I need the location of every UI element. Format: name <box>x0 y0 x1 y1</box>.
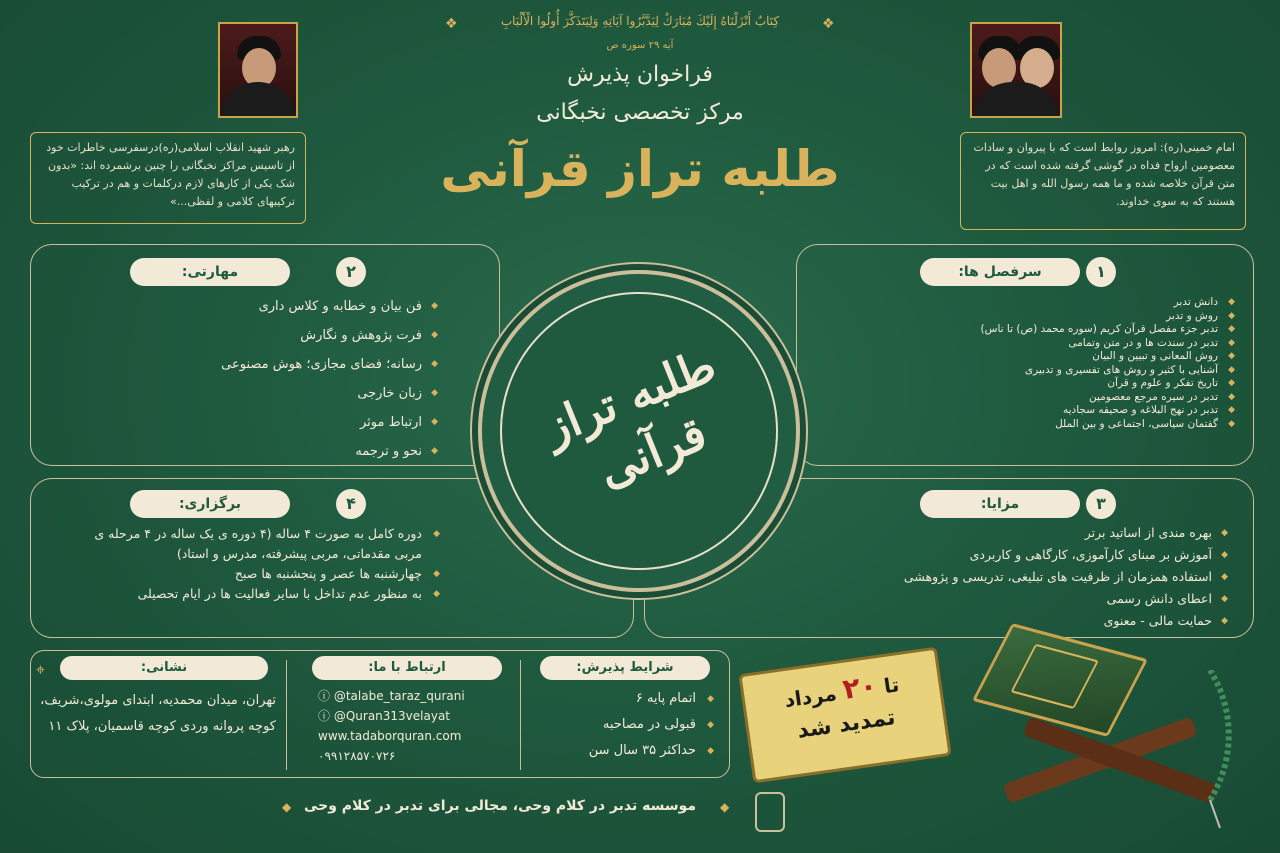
quote-box-left <box>30 132 306 224</box>
list-item: ◆ رسانه؛ فضای مجازی؛ هوش مصنوعی <box>70 350 440 379</box>
list-item: ◆ تدبر جزء مفصل قرآن کریم (سوره محمد (ص) تا ناس) <box>840 323 1236 337</box>
syllabus-list <box>840 296 1236 431</box>
institute-logo-icon <box>755 792 785 832</box>
list-item: ◆ دانش تدبر <box>840 296 1236 310</box>
ornament-icon: ◆ <box>282 800 292 814</box>
telegram-icon: ⓘ <box>318 709 334 723</box>
contact-list <box>318 686 508 766</box>
benefits-title: مزایا: <box>920 490 1080 518</box>
center-emblem-inner <box>500 292 778 570</box>
address-title: نشانی: <box>60 656 268 680</box>
ornament-icon: ❖ <box>445 16 458 32</box>
phone-number: ۰۹۹۱۲۸۵۷۰۷۲۶ <box>318 749 396 763</box>
center-calligraphy: طلبه تراز قرآنی <box>536 337 724 498</box>
center-emblem <box>478 270 800 592</box>
schedule-title: برگزاری: <box>130 490 290 518</box>
deadline-day: ۲۰ <box>840 668 880 706</box>
benefits-list <box>730 522 1230 632</box>
list-item: ◆ اعطای دانش رسمی <box>730 588 1230 610</box>
section-number: ۲ <box>336 257 366 287</box>
list-item: ◆ تدبر در سندت ها و در متن وتمامی <box>840 337 1236 351</box>
address-text: تهران، میدان محمدیه، ابتدای مولوی،شریف، کوچه پروانه وردی کوچه قاسمیان، پلاک ۱۱ <box>40 693 276 734</box>
list-item: ◆ روش المعانی و تبیین و البیان <box>840 350 1236 364</box>
list-item: ◆ آشنایی با کثیر و روش های تفسیری و تدبیری <box>840 364 1236 378</box>
list-item: ◆ تدبر در نهج البلاغه و صحیفه سجادیه <box>840 404 1236 418</box>
list-item: ◆ بهره مندی از اساتید برتر <box>730 522 1230 544</box>
list-item: ◆ زبان خارجی <box>70 379 440 408</box>
ornament-icon: ❖ <box>822 16 835 32</box>
extended-label: تمدید شد <box>795 705 897 744</box>
list-item: ◆ فرت پژوهش و نگارش <box>70 321 440 350</box>
location-icon: ⌖ <box>36 660 46 679</box>
prayer-beads-icon <box>1180 670 1240 830</box>
list-item: ◆ قبولی در مصاحبه <box>538 712 714 738</box>
footer-text: موسسه تدبر در کلام وحی، مجالی برای تدبر در کلام وحی <box>303 798 697 814</box>
verse-reference: آیه ۲۹ سوره ص <box>606 40 674 51</box>
portrait-photo-right <box>970 22 1062 118</box>
list-item: ◆ تدبر در سیره مرجع معصومین <box>840 391 1236 405</box>
instagram-icon: ⓘ <box>318 689 334 703</box>
list-item: ◆ آموزش بر مبنای کارآموزی، کارگاهی و کاربردی <box>730 544 1230 566</box>
list-item: ◆ استفاده همزمان از ظرفیت های تبلیغی، تدریسی و پژوهشی <box>730 566 1230 588</box>
list-item: ◆ حداکثر ۳۵ سال سن <box>538 738 714 764</box>
contact-title: ارتباط با ما: <box>312 656 502 680</box>
skills-list <box>70 292 440 466</box>
skills-title: مهارتی: <box>130 258 290 286</box>
list-item: ◆ روش و تدبر <box>840 310 1236 324</box>
syllabus-title: سرفصل ها: <box>920 258 1080 286</box>
list-item: ◆ به منظور عدم تداخل با سایر فعالیت ها در ایام تحصیلی <box>80 584 440 604</box>
website-link[interactable]: www.tadaborquran.com <box>318 729 462 743</box>
telegram-link[interactable]: ⓘ @Quran313velayat <box>318 709 451 723</box>
list-item: ◆ نحو و ترجمه <box>70 437 440 466</box>
conditions-list <box>538 686 714 764</box>
list-item: ◆ فن بیان و خطابه و کلاس داری <box>70 292 440 321</box>
page-title: طلبه تراز قرآنی <box>440 140 840 198</box>
divider <box>520 660 521 770</box>
portrait-photo-left <box>218 22 298 118</box>
ornament-icon: ◆ <box>720 800 730 814</box>
list-item: ◆ حمایت مالی - معنوی <box>730 610 1230 632</box>
list-item: ◆ گفتمان سیاسی، اجتماعی و بین الملل <box>840 418 1236 432</box>
instagram-link[interactable]: ⓘ @talabe_taraz_qurani <box>318 689 465 703</box>
deadline-stamp: تا ۲۰ مرداد تمدید شد <box>738 647 951 784</box>
section-number: ۴ <box>336 489 366 519</box>
center-heading: مرکز تخصصی نخبگانی <box>536 100 744 125</box>
quote-text: امام خمینی(ره): امروز روابط است که با پیروان و سادات معصومین ارواح فداه در گوشی گرفته شده است که در متن قرآن خلاصه شده و ما همه رسول الله و اهل بیت هستند که به سوی خداوند. <box>973 141 1235 208</box>
section-number: ۳ <box>1086 489 1116 519</box>
list-item: ◆ ارتباط موثر <box>70 408 440 437</box>
list-item: ◆ اتمام پایه ۶ <box>538 686 714 712</box>
section-number: ۱ <box>1086 257 1116 287</box>
call-heading: فراخوان پذیرش <box>567 62 713 87</box>
divider <box>286 660 287 770</box>
schedule-list <box>80 524 440 604</box>
list-item: ◆ چهارشنبه ها عصر و پنجشنبه ها صبح <box>80 564 440 584</box>
quote-box-right <box>960 132 1246 230</box>
quran-verse: كِتَابٌ أَنْزَلْنَاهُ إِلَيْكَ مُبَارَكٌ لِيَدَّبَّرُوا آيَاتِهِ وَلِيَتَذَكَّرَ أُولُوا الْأَلْبَابِ <box>500 14 780 28</box>
quote-text: رهبر شهید انقلاب اسلامی(ره)درسفرسی خاطرات خود از تاسیس مراکز نخبگانی را چنین برشمرده اند: «بدون شک یکی از کارهای لازم درکلمات و هم در ترکیب ترکیبهای کلامی و لفظی...» <box>46 141 295 208</box>
list-item: ◆ تاریخ تفکر و علوم و قرآن <box>840 377 1236 391</box>
list-item: ◆ دوره کامل به صورت ۴ ساله (۴ دوره ی یک ساله در ۴ مرحله ی مربی مقدماتی، مربی پیشرفته، مدرس و استاد) <box>80 524 440 564</box>
conditions-title: شرایط پذیرش: <box>540 656 710 680</box>
